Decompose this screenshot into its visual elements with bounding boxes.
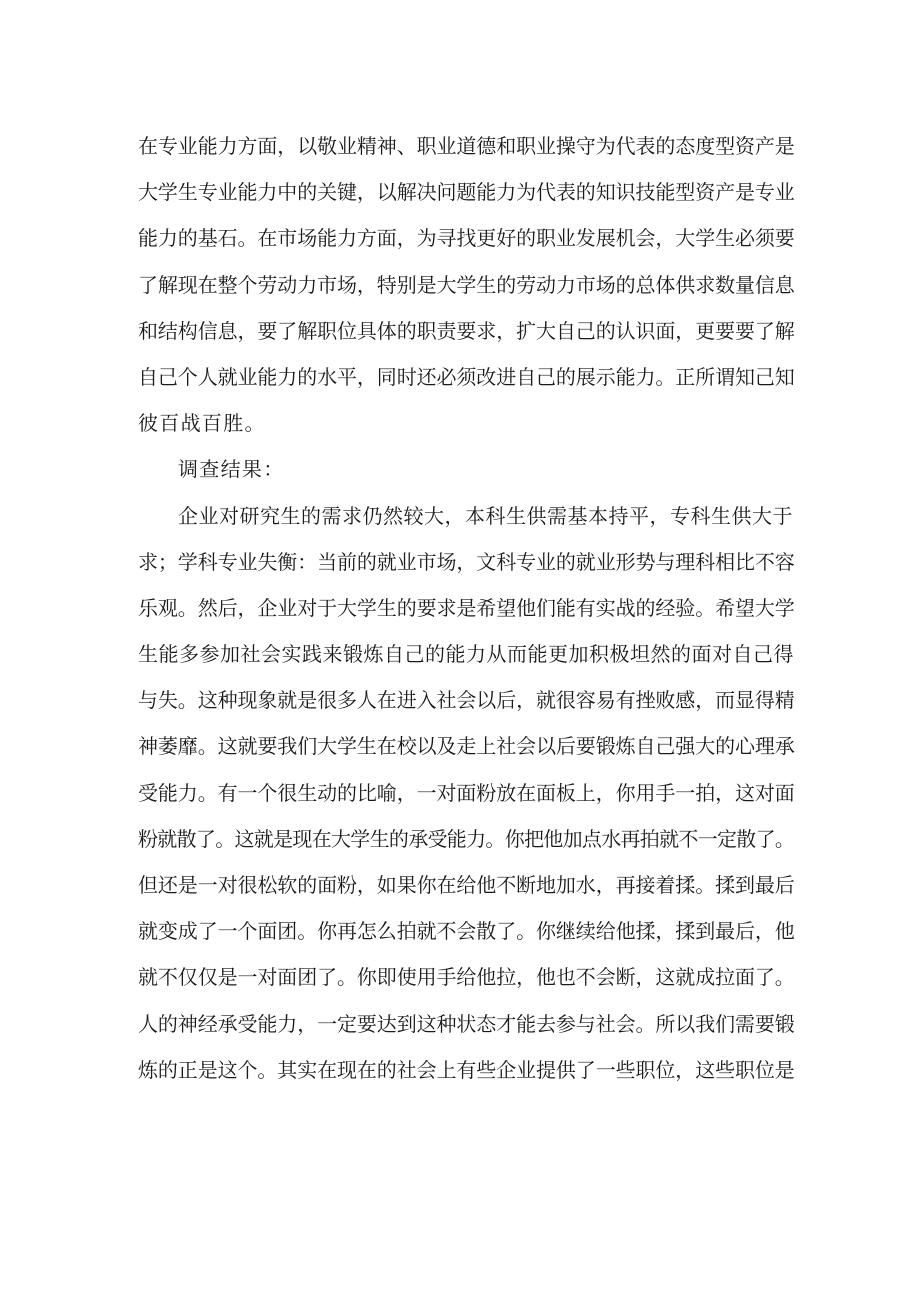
text-line: 彼百战百胜。 — [138, 411, 266, 436]
body-text — [138, 123, 798, 1093]
text-line: 调查结果： — [178, 457, 285, 482]
text-line: 企业对研究生的需求仍然较大，本科生供需基本持平，专科生供大于 — [178, 503, 793, 528]
text-line: 就变成了一个面团。你再怎么拍就不会散了。你继续给他揉，揉到最后，他 — [138, 919, 795, 944]
text-line: 自己个人就业能力的水平，同时还必须改进自己的展示能力。正所谓知己知 — [138, 364, 795, 389]
text-line: 求；学科专业失衡：当前的就业市场，文科专业的就业形势与理科相比不容 — [138, 549, 795, 574]
text-line: 就不仅仅是一对面团了。你即使用手给他拉，他也不会断，这就成拉面了。 — [138, 965, 795, 990]
text-line: 受能力。有一个很生动的比喻，一对面粉放在面板上，你用手一拍，这对面 — [138, 780, 795, 805]
text-line: 与失。这种现象就是很多人在进入社会以后，就很容易有挫败感，而显得精 — [138, 688, 795, 713]
text-line: 在专业能力方面，以敬业精神、职业道德和职业操守为代表的态度型资产是 — [138, 134, 795, 158]
text-line: 人的神经承受能力，一定要达到这种状态才能去参与社会。所以我们需要锻 — [138, 1011, 795, 1036]
text-line: 和结构信息，要了解职位具体的职责要求，扩大自己的认识面，更要要了解 — [138, 318, 795, 343]
text-line: 神萎靡。这就要我们大学生在校以及走上社会以后要锻炼自己强大的心理承 — [138, 734, 795, 759]
text-line: 大学生专业能力中的关键，以解决问题能力为代表的知识技能型资产是专业 — [138, 180, 795, 205]
text-line: 乐观。然后，企业对于大学生的要求是希望他们能有实战的经验。希望大学 — [138, 595, 795, 620]
text-line: 生能多参加社会实践来锻炼自己的能力从而能更加积极坦然的面对自己得 — [138, 642, 794, 667]
text-line: 了解现在整个劳动力市场，特别是大学生的劳动力市场的总体供求数量信息 — [138, 272, 795, 297]
text-line: 但还是一对很松软的面粉，如果你在给他不断地加水，再接着揉。揉到最后 — [138, 873, 795, 897]
text-line: 能力的基石。在市场能力方面，为寻找更好的职业发展机会，大学生必须要 — [138, 226, 795, 251]
text-line: 粉就散了。这就是现在大学生的承受能力。你把他加点水再拍就不一定散了。 — [138, 826, 795, 851]
text-line: 炼的正是这个。其实在现在的社会上有些企业提供了一些职位，这些职位是 — [138, 1057, 795, 1082]
